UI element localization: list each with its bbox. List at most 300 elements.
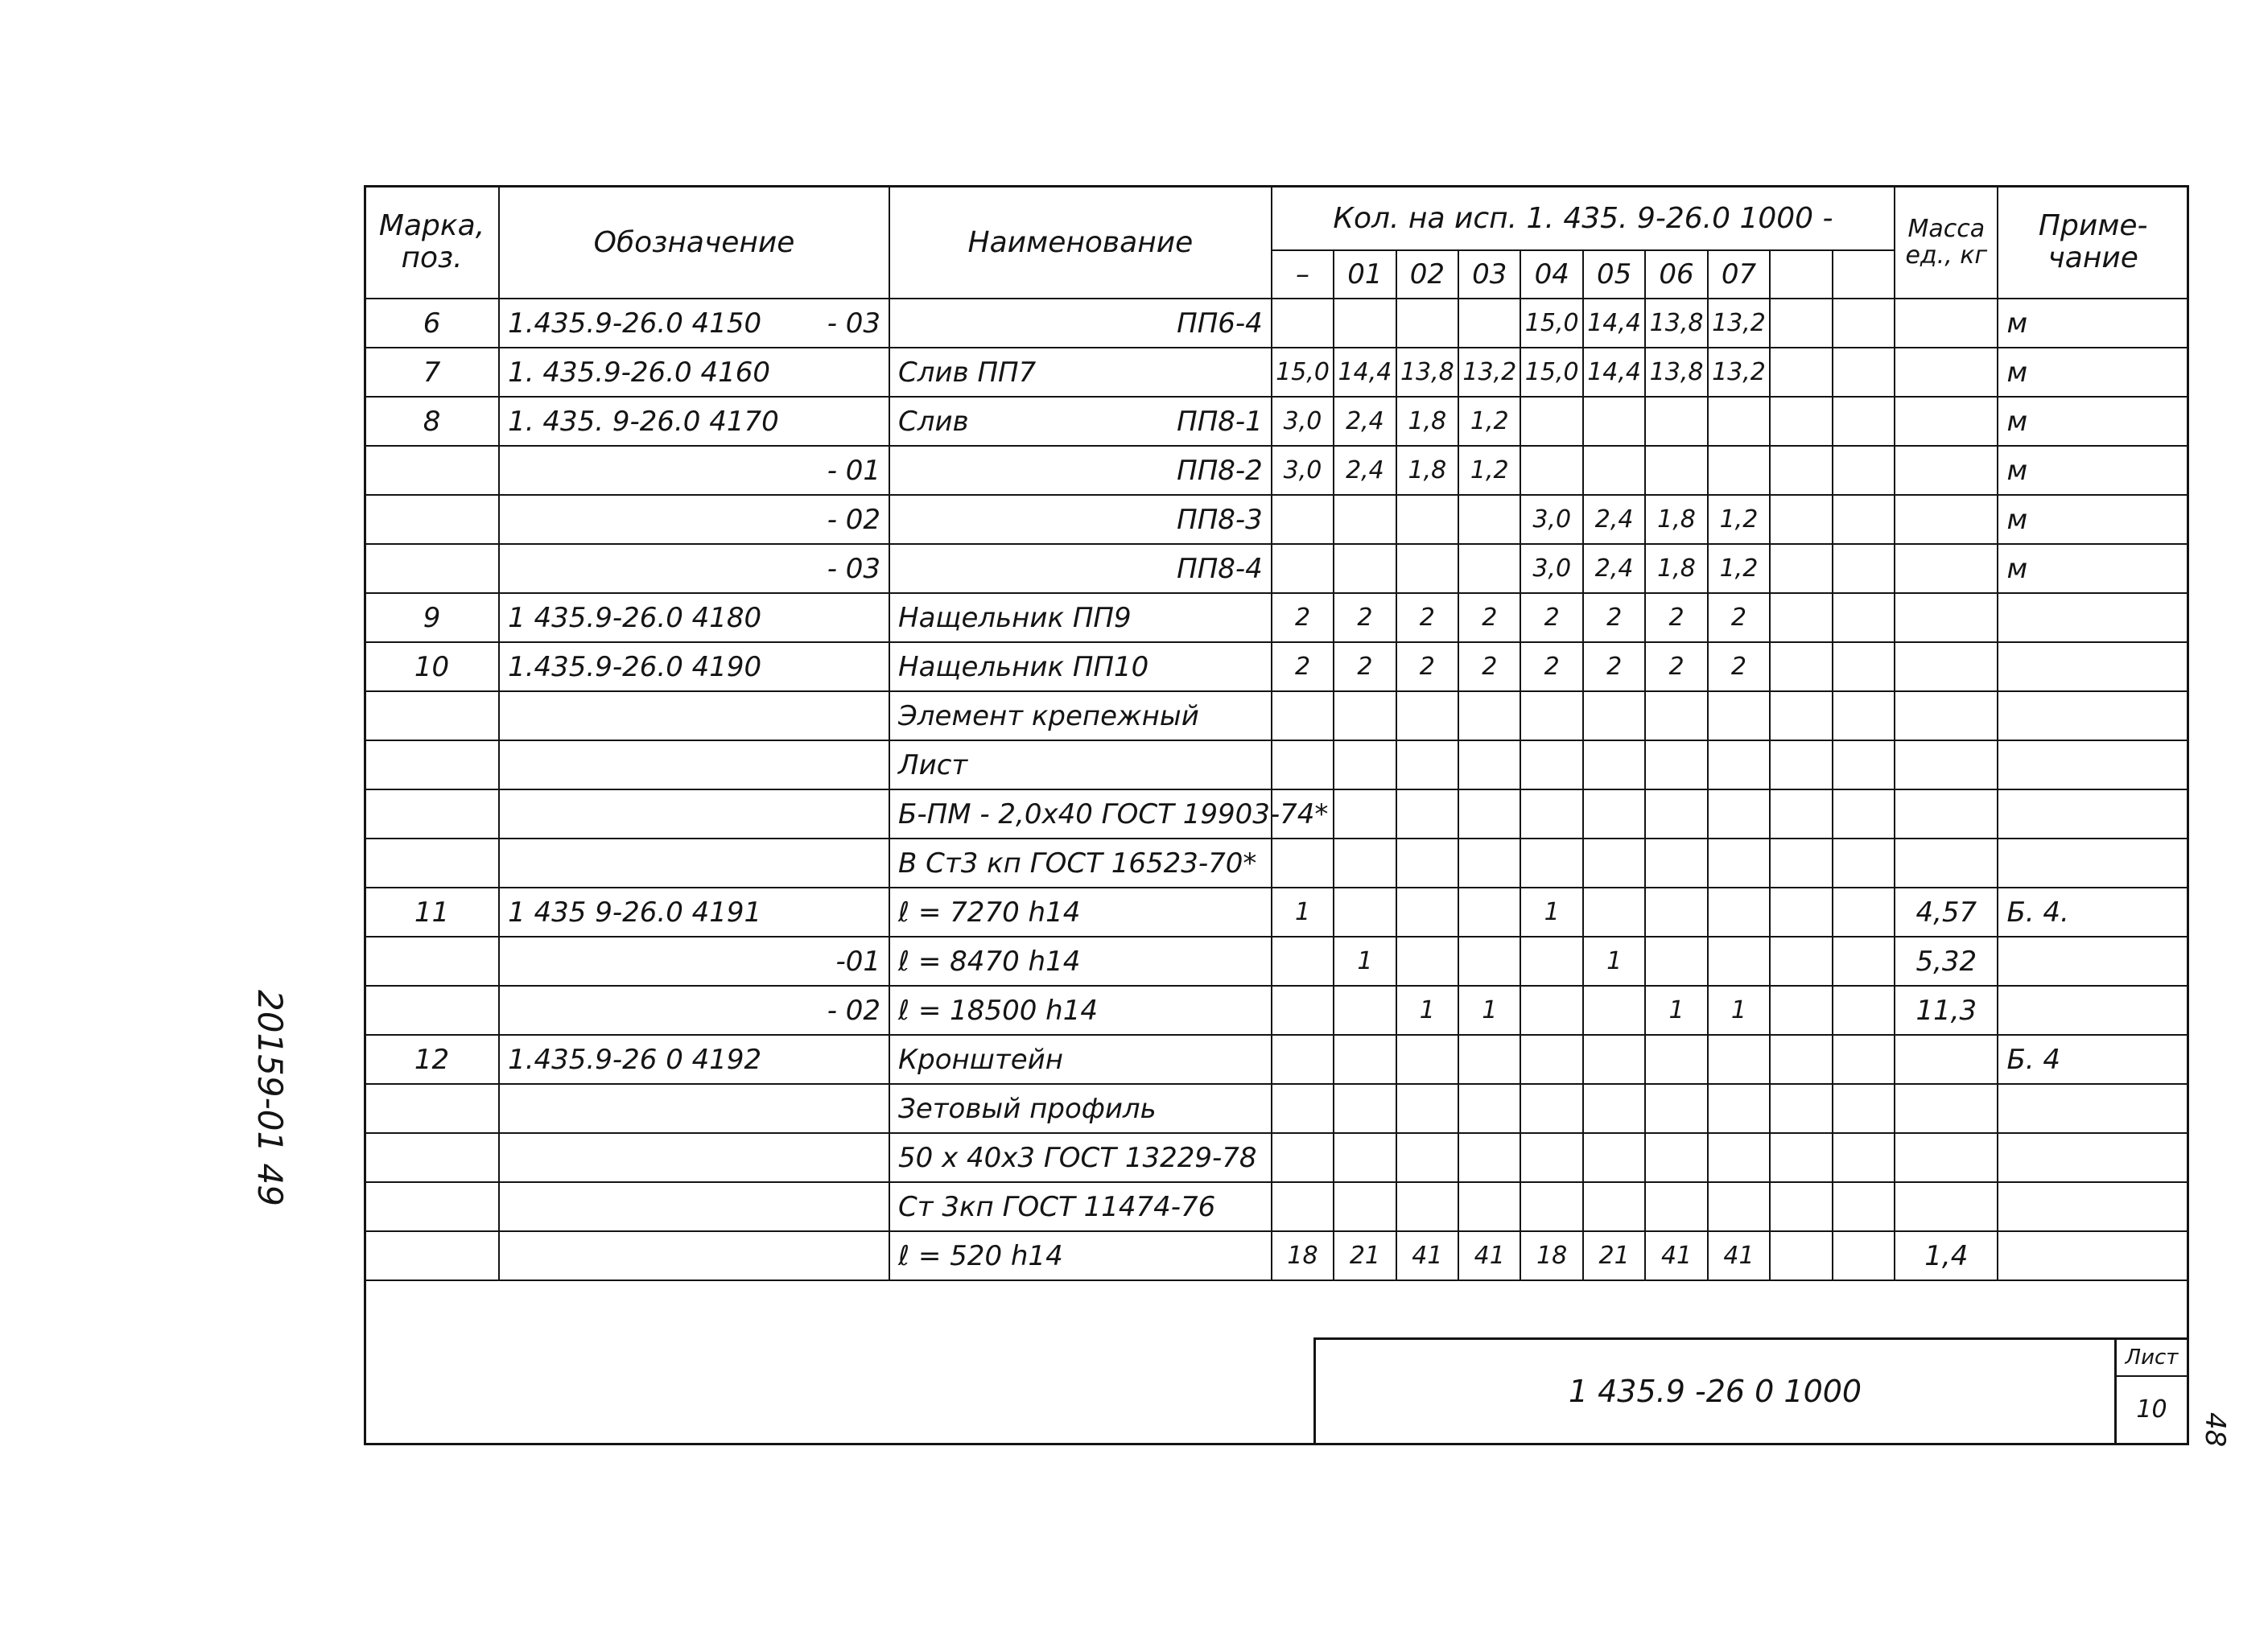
note-cell [1998,1231,2188,1280]
name-cell [889,1084,1272,1133]
qty-cell [1708,839,1770,888]
qty-cell [1272,299,1334,348]
mass-cell [1895,299,1998,348]
col-note-header: Приме- чание [1998,186,2188,299]
name-text: Нащельник ПП10 [898,650,1149,683]
qty-cell [1645,839,1707,888]
document-code: 1 435.9 -26 0 1000 [1568,1374,1862,1409]
qty-cell [1396,839,1458,888]
qty-col-header: 01 [1334,250,1396,299]
qty-cell [1833,691,1895,740]
name-cell [889,1035,1272,1084]
qty-cell [1770,544,1832,593]
qty-cell [1334,789,1396,839]
mark-cell [365,789,499,839]
sheet-number: 10 [2136,1395,2167,1424]
qty-cell [1334,1035,1396,1084]
name-text: Лист [898,748,968,781]
qty-cell [1708,937,1770,986]
name-text: ℓ = 8470 h14 [898,945,1081,978]
table-row [365,495,2188,544]
qty-cell [1583,446,1645,495]
qty-cell: 2 [1520,593,1582,642]
table-row [365,593,2188,642]
qty-cell [1708,1035,1770,1084]
mass-cell [1895,397,1998,446]
designation-text: 1.435.9-26.0 4150 [508,307,762,340]
qty-cell [1272,495,1334,544]
designation-cell [499,495,889,544]
name-cell [889,1182,1272,1231]
qty-cell [1520,986,1582,1035]
qty-cell [1770,1182,1832,1231]
table-row [365,888,2188,937]
qty-cell [1520,839,1582,888]
designation-cell [499,937,889,986]
table-row [365,348,2188,397]
qty-cell: 13,8 [1396,348,1458,397]
qty-cell [1520,1035,1582,1084]
qty-cell [1396,544,1458,593]
qty-cell [1645,1084,1707,1133]
note-cell: м [1998,348,2188,397]
note-cell [1998,937,2188,986]
qty-cell [1833,937,1895,986]
qty-cell [1645,1182,1707,1231]
qty-cell [1520,397,1582,446]
qty-col-header: 02 [1396,250,1458,299]
qty-cell: 13,8 [1645,299,1707,348]
qty-cell [1334,495,1396,544]
qty-cell [1396,937,1458,986]
qty-cell: 14,4 [1583,348,1645,397]
mass-cell [1895,1182,1998,1231]
qty-cell [1396,1084,1458,1133]
name-text: Кронштейн [898,1043,1063,1076]
qty-cell: 1,2 [1708,544,1770,593]
note-cell [1998,839,2188,888]
qty-cell [1833,397,1895,446]
qty-cell [1833,839,1895,888]
qty-cell: 2,4 [1334,446,1396,495]
qty-cell: 2,4 [1583,495,1645,544]
qty-cell: 15,0 [1520,299,1582,348]
qty-cell [1833,986,1895,1035]
designation-suffix: - 03 [827,307,881,340]
designation-cell [499,1133,889,1182]
mass-cell [1895,1084,1998,1133]
sheet-cell [2114,1340,2187,1443]
note-cell: Б. 4 [1998,1035,2188,1084]
qty-cell [1645,1035,1707,1084]
qty-cell [1272,986,1334,1035]
qty-cell [1770,642,1832,691]
mark-cell [365,1182,499,1231]
qty-cell [1833,299,1895,348]
qty-cell [1396,789,1458,839]
name-text: 50 x 40x3 ГОСТ 13229-78 [898,1141,1257,1174]
qty-cell: 1,2 [1458,446,1520,495]
qty-cell: 1,8 [1396,446,1458,495]
qty-cell: 2,4 [1583,544,1645,593]
qty-cell [1334,691,1396,740]
mass-cell: 4,57 [1895,888,1998,937]
qty-cell [1770,740,1832,789]
mark-cell: 6 [365,299,499,348]
table-row [365,1182,2188,1231]
table-row [365,446,2188,495]
qty-cell: 13,2 [1708,299,1770,348]
name-cell [889,888,1272,937]
qty-cell [1583,740,1645,789]
qty-cell [1334,1084,1396,1133]
qty-cell [1583,1133,1645,1182]
qty-cell: 1 [1583,937,1645,986]
qty-cell [1833,1084,1895,1133]
qty-cell [1520,937,1582,986]
qty-cell [1583,888,1645,937]
name-text: Нащельник ПП9 [898,601,1132,634]
designation-cell [499,348,889,397]
qty-cell [1583,1182,1645,1231]
qty-cell: 41 [1708,1231,1770,1280]
qty-cell: 2 [1645,593,1707,642]
qty-cell [1520,1182,1582,1231]
qty-col-header: 03 [1458,250,1520,299]
designation-cell [499,397,889,446]
designation-cell [499,740,889,789]
qty-cell [1396,495,1458,544]
qty-cell [1458,1133,1520,1182]
name-cell [889,397,1272,446]
qty-cell [1770,986,1832,1035]
qty-cell: 1 [1520,888,1582,937]
specification-table [364,185,2189,1281]
qty-cell [1645,789,1707,839]
designation-cell [499,691,889,740]
designation-suffix: -01 [835,945,881,978]
qty-col-header: 05 [1583,250,1645,299]
name-text: ℓ = 520 h14 [898,1239,1063,1272]
page-number: 48 [2199,1412,2231,1448]
qty-col-header [1770,250,1832,299]
name-cell [889,642,1272,691]
name-cell [889,1231,1272,1280]
qty-cell [1645,1133,1707,1182]
qty-cell: 1 [1458,986,1520,1035]
table-row [365,1084,2188,1133]
qty-cell [1272,937,1334,986]
designation-suffix: - 02 [827,994,881,1027]
qty-cell [1520,1084,1582,1133]
qty-cell [1583,397,1645,446]
designation-suffix: - 01 [827,454,881,487]
qty-cell [1520,789,1582,839]
qty-col-header [1833,250,1895,299]
qty-cell: 13,2 [1708,348,1770,397]
table-header [365,186,2188,299]
name-variant: ПП8-2 [1177,454,1263,487]
qty-cell [1770,691,1832,740]
name-variant: ПП8-3 [1177,503,1263,536]
mark-cell: 11 [365,888,499,937]
designation-cell [499,642,889,691]
qty-cell [1770,299,1832,348]
qty-cell [1334,1182,1396,1231]
table-row [365,789,2188,839]
qty-cell [1272,544,1334,593]
qty-cell [1708,740,1770,789]
qty-cell [1770,495,1832,544]
qty-cell [1458,937,1520,986]
qty-cell: 2 [1334,593,1396,642]
qty-cell: 14,4 [1334,348,1396,397]
mass-cell: 5,32 [1895,937,1998,986]
qty-col-header: – [1272,250,1334,299]
qty-cell [1583,839,1645,888]
qty-cell [1833,642,1895,691]
note-cell [1998,642,2188,691]
qty-cell: 41 [1645,1231,1707,1280]
mark-cell [365,740,499,789]
qty-cell: 2,4 [1334,397,1396,446]
qty-cell [1708,446,1770,495]
qty-cell: 2 [1708,593,1770,642]
qty-cell [1708,397,1770,446]
name-text: ℓ = 7270 h14 [898,896,1081,929]
qty-cell: 14,4 [1583,299,1645,348]
designation-cell [499,1182,889,1231]
name-cell [889,740,1272,789]
mark-cell [365,446,499,495]
qty-cell [1708,888,1770,937]
qty-col-header: 07 [1708,250,1770,299]
qty-cell [1458,740,1520,789]
qty-cell [1396,299,1458,348]
mass-cell [1895,446,1998,495]
note-cell [1998,789,2188,839]
mass-cell [1895,691,1998,740]
qty-cell: 2 [1334,642,1396,691]
name-cell [889,446,1272,495]
note-cell [1998,593,2188,642]
qty-cell: 1,2 [1458,397,1520,446]
qty-cell: 1,2 [1708,495,1770,544]
qty-cell [1833,1035,1895,1084]
mark-cell [365,839,499,888]
name-variant: ПП8-1 [1177,405,1263,438]
note-cell [1998,691,2188,740]
sheet-label: Лист [2117,1340,2187,1377]
qty-cell [1833,789,1895,839]
qty-cell [1770,1035,1832,1084]
title-block [1313,1337,2189,1445]
archive-number: 20159-01 49 [250,990,290,1207]
mark-cell: 10 [365,642,499,691]
qty-cell [1645,937,1707,986]
qty-cell [1708,1133,1770,1182]
qty-cell [1770,888,1832,937]
qty-cell [1770,593,1832,642]
designation-text: 1 435 9-26.0 4191 [508,896,762,929]
designation-cell [499,544,889,593]
qty-cell [1334,299,1396,348]
qty-cell [1833,1133,1895,1182]
mass-cell [1895,593,1998,642]
note-cell [1998,740,2188,789]
qty-cell: 15,0 [1272,348,1334,397]
qty-cell [1770,1231,1832,1280]
name-cell [889,789,1329,839]
mark-cell: 8 [365,397,499,446]
table-row [365,937,2188,986]
qty-cell: 13,8 [1645,348,1707,397]
designation-cell [499,888,889,937]
qty-cell [1458,888,1520,937]
qty-cell: 1 [1396,986,1458,1035]
qty-cell: 41 [1396,1231,1458,1280]
qty-cell: 2 [1458,642,1520,691]
qty-cell: 1,8 [1396,397,1458,446]
mark-cell: 9 [365,593,499,642]
qty-cell: 13,2 [1458,348,1520,397]
qty-cell: 2 [1520,642,1582,691]
mass-cell: 11,3 [1895,986,1998,1035]
name-cell [889,348,1272,397]
qty-cell [1520,1133,1582,1182]
name-cell [889,1133,1272,1182]
col-mark-header: Марка, поз. [365,186,499,299]
qty-cell [1833,593,1895,642]
mass-cell [1895,544,1998,593]
note-cell: м [1998,544,2188,593]
qty-cell [1334,740,1396,789]
mark-cell [365,1231,499,1280]
qty-cell [1272,1035,1334,1084]
qty-cell [1334,888,1396,937]
name-text: Элемент крепежный [898,699,1199,732]
note-cell: м [1998,299,2188,348]
qty-cell [1334,1133,1396,1182]
table-row [365,299,2188,348]
qty-cell [1458,839,1520,888]
qty-cell [1583,789,1645,839]
mark-cell [365,937,499,986]
qty-col-header: 06 [1645,250,1707,299]
designation-cell [499,593,889,642]
qty-cell: 1 [1645,986,1707,1035]
qty-cell: 1 [1272,888,1334,937]
designation-cell [499,1035,889,1084]
designation-text: 1.435.9-26.0 4190 [508,650,762,683]
note-cell [1998,986,2188,1035]
table-row [365,1133,2188,1182]
name-cell [889,299,1272,348]
designation-cell [499,299,889,348]
name-variant: ПП8-4 [1177,552,1263,585]
qty-cell [1833,740,1895,789]
note-cell [1998,1084,2188,1133]
qty-cell [1770,1084,1832,1133]
note-cell [1998,1182,2188,1231]
qty-cell [1770,789,1832,839]
qty-cell [1645,691,1707,740]
designation-suffix: - 03 [827,552,881,585]
designation-cell [499,1084,889,1133]
col-designation-header: Обозначение [499,186,889,299]
qty-cell: 3,0 [1520,544,1582,593]
designation-cell [499,986,889,1035]
designation-text: 1. 435. 9-26.0 4170 [508,405,779,438]
qty-cell [1458,299,1520,348]
qty-cell [1833,348,1895,397]
note-cell: м [1998,397,2188,446]
qty-cell: 1 [1708,986,1770,1035]
qty-cell: 2 [1645,642,1707,691]
mass-cell [1895,642,1998,691]
qty-cell [1708,789,1770,839]
qty-cell [1520,446,1582,495]
qty-cell [1458,691,1520,740]
name-text: Б-ПМ - 2,0х40 ГОСТ 19903-74* [898,797,1329,830]
qty-cell [1396,1182,1458,1231]
designation-cell [499,446,889,495]
mass-cell [1895,348,1998,397]
qty-cell [1583,691,1645,740]
qty-cell: 2 [1396,593,1458,642]
qty-cell: 3,0 [1272,446,1334,495]
table-body [365,299,2188,1280]
designation-cell [499,839,889,888]
table-row [365,397,2188,446]
table-row [365,642,2188,691]
table-row [365,740,2188,789]
qty-cell [1645,446,1707,495]
qty-cell: 1,8 [1645,495,1707,544]
table-row [365,1231,2188,1280]
qty-cell [1833,888,1895,937]
qty-cell [1272,1133,1334,1182]
qty-cell [1833,1231,1895,1280]
name-cell [889,937,1272,986]
mass-cell [1895,839,1998,888]
mark-cell [365,691,499,740]
qty-cell [1458,544,1520,593]
note-cell [1998,1133,2188,1182]
qty-cell [1334,986,1396,1035]
qty-cell [1396,740,1458,789]
mass-cell [1895,740,1998,789]
qty-cell: 18 [1272,1231,1334,1280]
qty-cell: 2 [1272,642,1334,691]
mass-cell [1895,1133,1998,1182]
qty-cell [1708,1182,1770,1231]
mark-cell [365,1084,499,1133]
qty-cell [1396,691,1458,740]
qty-cell [1272,1084,1334,1133]
qty-cell [1396,1133,1458,1182]
mark-cell [365,544,499,593]
name-cell [889,495,1272,544]
qty-cell [1272,1182,1334,1231]
note-cell: Б. 4. [1998,888,2188,937]
qty-cell: 3,0 [1520,495,1582,544]
name-cell [889,839,1272,888]
qty-cell [1833,495,1895,544]
qty-cell [1396,888,1458,937]
qty-cell: 1,8 [1645,544,1707,593]
qty-cell: 2 [1583,593,1645,642]
